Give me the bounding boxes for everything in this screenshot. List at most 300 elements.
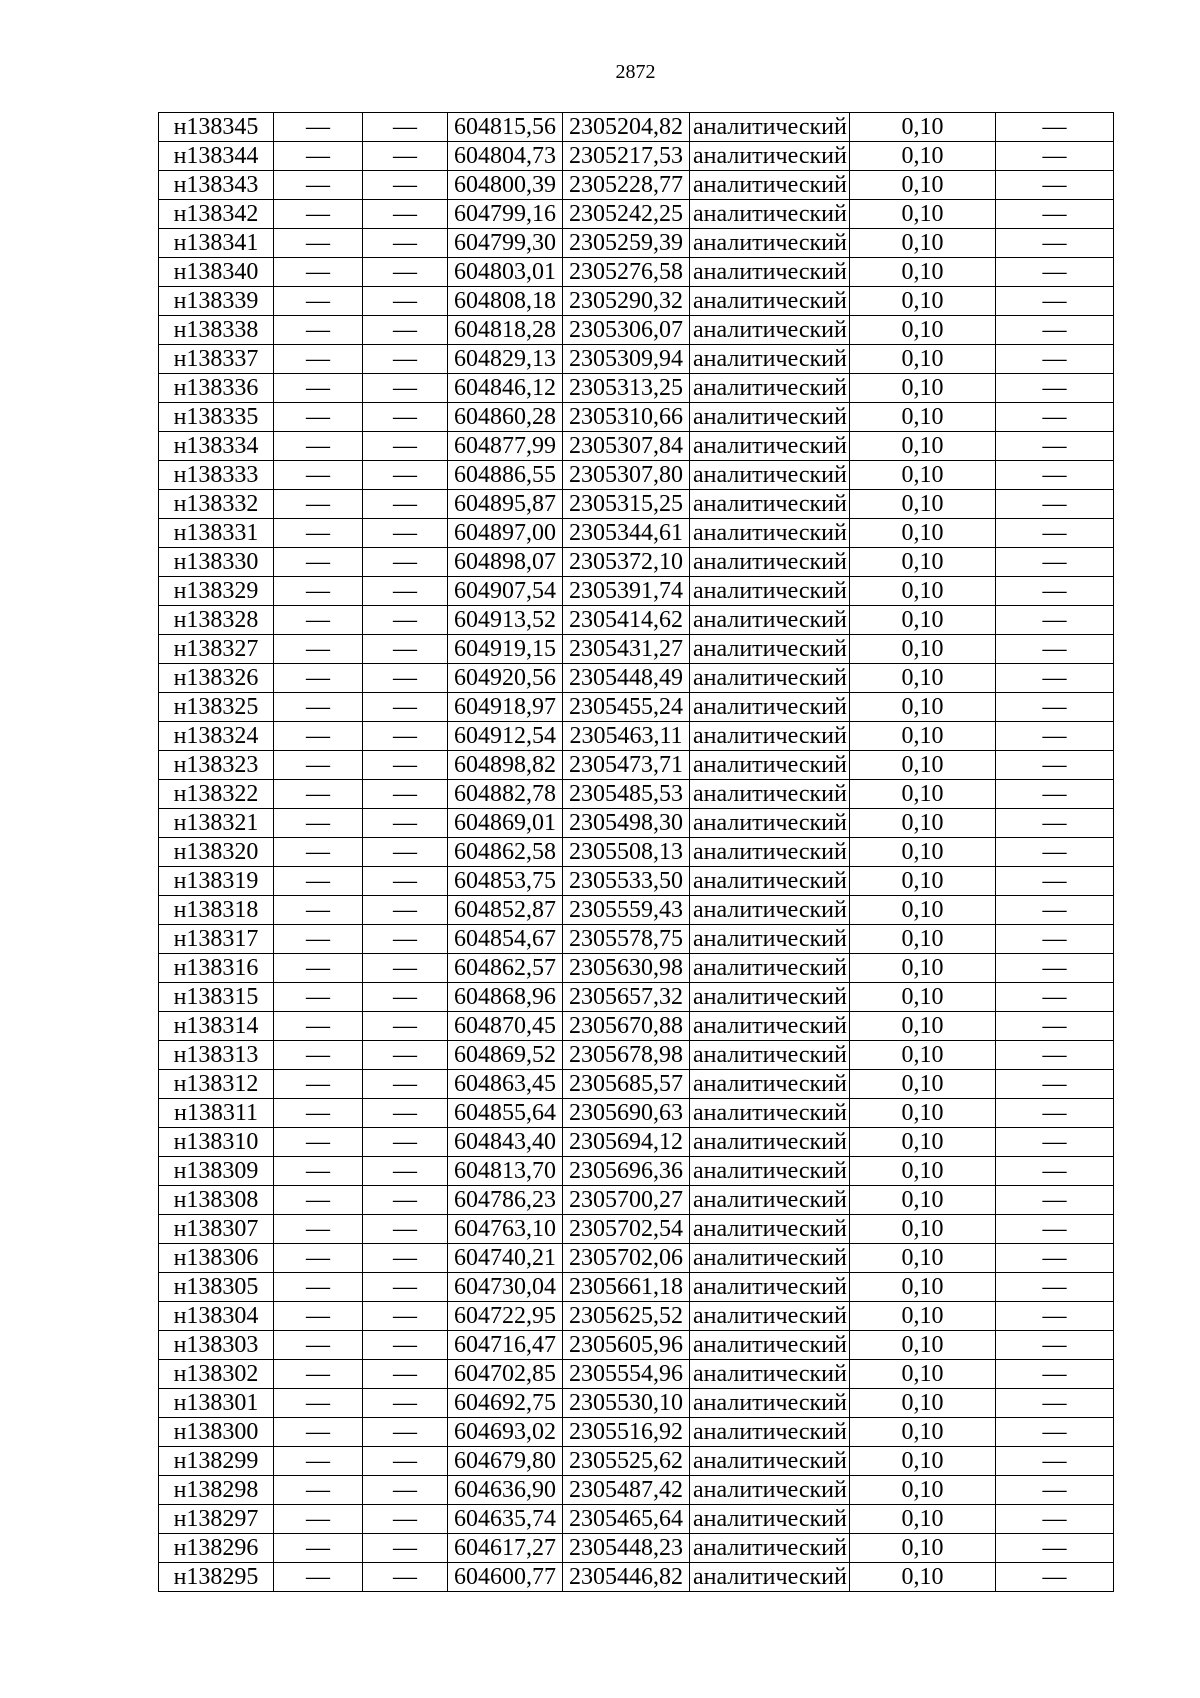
point-id-cell: н138326 [159, 664, 274, 693]
method-cell: аналитический [690, 1099, 850, 1128]
table-row [159, 1099, 1114, 1128]
x-coordinate-cell: 604763,10 [448, 1215, 563, 1244]
dash-cell: — [274, 1273, 363, 1302]
table-row [159, 1534, 1114, 1563]
dash-cell: — [996, 258, 1114, 287]
y-coordinate-cell: 2305306,07 [563, 316, 690, 345]
accuracy-cell: 0,10 [850, 722, 996, 751]
accuracy-cell: 0,10 [850, 1070, 996, 1099]
x-coordinate-cell: 604918,97 [448, 693, 563, 722]
table-row [159, 1563, 1114, 1592]
dash-cell: — [274, 171, 363, 200]
point-id-cell: н138330 [159, 548, 274, 577]
dash-cell: — [996, 490, 1114, 519]
accuracy-cell: 0,10 [850, 693, 996, 722]
dash-cell: — [274, 925, 363, 954]
y-coordinate-cell: 2305625,52 [563, 1302, 690, 1331]
dash-cell: — [274, 1360, 363, 1389]
y-coordinate-cell: 2305559,43 [563, 896, 690, 925]
table-row [159, 258, 1114, 287]
method-cell: аналитический [690, 983, 850, 1012]
point-id-cell: н138332 [159, 490, 274, 519]
point-id-cell: н138311 [159, 1099, 274, 1128]
dash-cell: — [274, 577, 363, 606]
x-coordinate-cell: 604818,28 [448, 316, 563, 345]
dash-cell: — [363, 809, 448, 838]
dash-cell: — [274, 1447, 363, 1476]
dash-cell: — [274, 490, 363, 519]
x-coordinate-cell: 604692,75 [448, 1389, 563, 1418]
dash-cell: — [996, 751, 1114, 780]
table-row [159, 171, 1114, 200]
table-row [159, 693, 1114, 722]
dash-cell: — [996, 1244, 1114, 1273]
point-id-cell: н138329 [159, 577, 274, 606]
dash-cell: — [274, 519, 363, 548]
x-coordinate-cell: 604895,87 [448, 490, 563, 519]
point-id-cell: н138313 [159, 1041, 274, 1070]
x-coordinate-cell: 604898,07 [448, 548, 563, 577]
y-coordinate-cell: 2305465,64 [563, 1505, 690, 1534]
x-coordinate-cell: 604722,95 [448, 1302, 563, 1331]
y-coordinate-cell: 2305276,58 [563, 258, 690, 287]
method-cell: аналитический [690, 664, 850, 693]
x-coordinate-cell: 604716,47 [448, 1331, 563, 1360]
dash-cell: — [363, 1128, 448, 1157]
accuracy-cell: 0,10 [850, 983, 996, 1012]
table-row [159, 838, 1114, 867]
x-coordinate-cell: 604813,70 [448, 1157, 563, 1186]
dash-cell: — [274, 606, 363, 635]
dash-cell: — [274, 1244, 363, 1273]
method-cell: аналитический [690, 490, 850, 519]
point-id-cell: н138325 [159, 693, 274, 722]
accuracy-cell: 0,10 [850, 1476, 996, 1505]
y-coordinate-cell: 2305605,96 [563, 1331, 690, 1360]
y-coordinate-cell: 2305498,30 [563, 809, 690, 838]
table-row [159, 490, 1114, 519]
x-coordinate-cell: 604897,00 [448, 519, 563, 548]
method-cell: аналитический [690, 200, 850, 229]
accuracy-cell: 0,10 [850, 229, 996, 258]
dash-cell: — [274, 1534, 363, 1563]
dash-cell: — [274, 867, 363, 896]
point-id-cell: н138302 [159, 1360, 274, 1389]
dash-cell: — [274, 461, 363, 490]
dash-cell: — [363, 1302, 448, 1331]
dash-cell: — [274, 287, 363, 316]
y-coordinate-cell: 2305670,88 [563, 1012, 690, 1041]
dash-cell: — [274, 1012, 363, 1041]
accuracy-cell: 0,10 [850, 171, 996, 200]
x-coordinate-cell: 604862,58 [448, 838, 563, 867]
table-row [159, 432, 1114, 461]
table-row [159, 1273, 1114, 1302]
table-row [159, 1476, 1114, 1505]
table-row [159, 1157, 1114, 1186]
table-row [159, 983, 1114, 1012]
x-coordinate-cell: 604804,73 [448, 142, 563, 171]
dash-cell: — [363, 1476, 448, 1505]
table-row [159, 925, 1114, 954]
y-coordinate-cell: 2305661,18 [563, 1273, 690, 1302]
accuracy-cell: 0,10 [850, 461, 996, 490]
accuracy-cell: 0,10 [850, 374, 996, 403]
method-cell: аналитический [690, 1534, 850, 1563]
dash-cell: — [363, 635, 448, 664]
table-row [159, 1389, 1114, 1418]
dash-cell: — [274, 635, 363, 664]
method-cell: аналитический [690, 635, 850, 664]
dash-cell: — [996, 896, 1114, 925]
x-coordinate-cell: 604635,74 [448, 1505, 563, 1534]
x-coordinate-cell: 604870,45 [448, 1012, 563, 1041]
x-coordinate-cell: 604868,96 [448, 983, 563, 1012]
method-cell: аналитический [690, 809, 850, 838]
method-cell: аналитический [690, 954, 850, 983]
dash-cell: — [363, 896, 448, 925]
dash-cell: — [274, 432, 363, 461]
table-row [159, 287, 1114, 316]
x-coordinate-cell: 604877,99 [448, 432, 563, 461]
dash-cell: — [274, 1302, 363, 1331]
method-cell: аналитический [690, 548, 850, 577]
y-coordinate-cell: 2305700,27 [563, 1186, 690, 1215]
dash-cell: — [274, 1215, 363, 1244]
dash-cell: — [274, 200, 363, 229]
accuracy-cell: 0,10 [850, 1099, 996, 1128]
dash-cell: — [363, 577, 448, 606]
y-coordinate-cell: 2305678,98 [563, 1041, 690, 1070]
dash-cell: — [996, 432, 1114, 461]
table-row [159, 113, 1114, 142]
method-cell: аналитический [690, 1157, 850, 1186]
y-coordinate-cell: 2305290,32 [563, 287, 690, 316]
method-cell: аналитический [690, 1476, 850, 1505]
x-coordinate-cell: 604679,80 [448, 1447, 563, 1476]
y-coordinate-cell: 2305313,25 [563, 374, 690, 403]
dash-cell: — [996, 461, 1114, 490]
x-coordinate-cell: 604730,04 [448, 1273, 563, 1302]
point-id-cell: н138327 [159, 635, 274, 664]
accuracy-cell: 0,10 [850, 1418, 996, 1447]
x-coordinate-cell: 604803,01 [448, 258, 563, 287]
method-cell: аналитический [690, 1418, 850, 1447]
y-coordinate-cell: 2305530,10 [563, 1389, 690, 1418]
accuracy-cell: 0,10 [850, 1041, 996, 1070]
dash-cell: — [996, 171, 1114, 200]
point-id-cell: н138305 [159, 1273, 274, 1302]
method-cell: аналитический [690, 1302, 850, 1331]
dash-cell: — [274, 345, 363, 374]
accuracy-cell: 0,10 [850, 200, 996, 229]
point-id-cell: н138296 [159, 1534, 274, 1563]
x-coordinate-cell: 604829,13 [448, 345, 563, 374]
dash-cell: — [363, 1012, 448, 1041]
point-id-cell: н138309 [159, 1157, 274, 1186]
x-coordinate-cell: 604920,56 [448, 664, 563, 693]
dash-cell: — [996, 1418, 1114, 1447]
table-row [159, 1128, 1114, 1157]
x-coordinate-cell: 604693,02 [448, 1418, 563, 1447]
table-row [159, 200, 1114, 229]
accuracy-cell: 0,10 [850, 1447, 996, 1476]
x-coordinate-cell: 604800,39 [448, 171, 563, 200]
accuracy-cell: 0,10 [850, 751, 996, 780]
dash-cell: — [363, 1389, 448, 1418]
dash-cell: — [274, 809, 363, 838]
method-cell: аналитический [690, 316, 850, 345]
dash-cell: — [363, 925, 448, 954]
accuracy-cell: 0,10 [850, 258, 996, 287]
method-cell: аналитический [690, 1447, 850, 1476]
method-cell: аналитический [690, 693, 850, 722]
x-coordinate-cell: 604854,67 [448, 925, 563, 954]
dash-cell: — [274, 1505, 363, 1534]
dash-cell: — [996, 1070, 1114, 1099]
y-coordinate-cell: 2305391,74 [563, 577, 690, 606]
method-cell: аналитический [690, 577, 850, 606]
x-coordinate-cell: 604617,27 [448, 1534, 563, 1563]
table-row [159, 867, 1114, 896]
dash-cell: — [363, 171, 448, 200]
method-cell: аналитический [690, 1505, 850, 1534]
point-id-cell: н138340 [159, 258, 274, 287]
accuracy-cell: 0,10 [850, 577, 996, 606]
point-id-cell: н138323 [159, 751, 274, 780]
accuracy-cell: 0,10 [850, 1157, 996, 1186]
point-id-cell: н138334 [159, 432, 274, 461]
y-coordinate-cell: 2305307,84 [563, 432, 690, 461]
table-row [159, 461, 1114, 490]
accuracy-cell: 0,10 [850, 1273, 996, 1302]
method-cell: аналитический [690, 113, 850, 142]
dash-cell: — [363, 722, 448, 751]
dash-cell: — [274, 1389, 363, 1418]
point-id-cell: н138298 [159, 1476, 274, 1505]
table-row [159, 1418, 1114, 1447]
x-coordinate-cell: 604843,40 [448, 1128, 563, 1157]
dash-cell: — [996, 113, 1114, 142]
x-coordinate-cell: 604886,55 [448, 461, 563, 490]
x-coordinate-cell: 604808,18 [448, 287, 563, 316]
dash-cell: — [996, 838, 1114, 867]
dash-cell: — [274, 693, 363, 722]
method-cell: аналитический [690, 1128, 850, 1157]
method-cell: аналитический [690, 1273, 850, 1302]
dash-cell: — [996, 287, 1114, 316]
dash-cell: — [363, 432, 448, 461]
method-cell: аналитический [690, 171, 850, 200]
accuracy-cell: 0,10 [850, 1302, 996, 1331]
method-cell: аналитический [690, 1012, 850, 1041]
accuracy-cell: 0,10 [850, 809, 996, 838]
dash-cell: — [363, 1273, 448, 1302]
dash-cell: — [363, 1534, 448, 1563]
method-cell: аналитический [690, 1070, 850, 1099]
dash-cell: — [274, 1418, 363, 1447]
point-id-cell: н138301 [159, 1389, 274, 1418]
method-cell: аналитический [690, 780, 850, 809]
method-cell: аналитический [690, 925, 850, 954]
point-id-cell: н138342 [159, 200, 274, 229]
x-coordinate-cell: 604636,90 [448, 1476, 563, 1505]
dash-cell: — [274, 548, 363, 577]
y-coordinate-cell: 2305431,27 [563, 635, 690, 664]
dash-cell: — [996, 1215, 1114, 1244]
x-coordinate-cell: 604846,12 [448, 374, 563, 403]
y-coordinate-cell: 2305448,49 [563, 664, 690, 693]
accuracy-cell: 0,10 [850, 780, 996, 809]
method-cell: аналитический [690, 461, 850, 490]
y-coordinate-cell: 2305309,94 [563, 345, 690, 374]
dash-cell: — [363, 490, 448, 519]
method-cell: аналитический [690, 142, 850, 171]
point-id-cell: н138335 [159, 403, 274, 432]
dash-cell: — [996, 1505, 1114, 1534]
method-cell: аналитический [690, 403, 850, 432]
dash-cell: — [363, 1215, 448, 1244]
dash-cell: — [363, 1418, 448, 1447]
dash-cell: — [996, 809, 1114, 838]
dash-cell: — [274, 229, 363, 258]
point-id-cell: н138295 [159, 1563, 274, 1592]
accuracy-cell: 0,10 [850, 1563, 996, 1592]
accuracy-cell: 0,10 [850, 1012, 996, 1041]
dash-cell: — [996, 1447, 1114, 1476]
table-row [159, 548, 1114, 577]
table-row [159, 142, 1114, 171]
dash-cell: — [996, 1273, 1114, 1302]
point-id-cell: н138339 [159, 287, 274, 316]
dash-cell: — [363, 1244, 448, 1273]
dash-cell: — [274, 142, 363, 171]
method-cell: аналитический [690, 1331, 850, 1360]
y-coordinate-cell: 2305228,77 [563, 171, 690, 200]
dash-cell: — [996, 1128, 1114, 1157]
y-coordinate-cell: 2305315,25 [563, 490, 690, 519]
y-coordinate-cell: 2305414,62 [563, 606, 690, 635]
method-cell: аналитический [690, 374, 850, 403]
y-coordinate-cell: 2305630,98 [563, 954, 690, 983]
table-row [159, 722, 1114, 751]
dash-cell: — [274, 838, 363, 867]
dash-cell: — [274, 113, 363, 142]
dash-cell: — [996, 1476, 1114, 1505]
y-coordinate-cell: 2305204,82 [563, 113, 690, 142]
y-coordinate-cell: 2305554,96 [563, 1360, 690, 1389]
table-row [159, 635, 1114, 664]
method-cell: аналитический [690, 1360, 850, 1389]
dash-cell: — [274, 1070, 363, 1099]
dash-cell: — [363, 606, 448, 635]
table-row [159, 1186, 1114, 1215]
point-id-cell: н138322 [159, 780, 274, 809]
dash-cell: — [274, 1331, 363, 1360]
x-coordinate-cell: 604882,78 [448, 780, 563, 809]
accuracy-cell: 0,10 [850, 867, 996, 896]
accuracy-cell: 0,10 [850, 606, 996, 635]
table-row [159, 374, 1114, 403]
table-row [159, 1331, 1114, 1360]
accuracy-cell: 0,10 [850, 1186, 996, 1215]
point-id-cell: н138333 [159, 461, 274, 490]
x-coordinate-cell: 604786,23 [448, 1186, 563, 1215]
point-id-cell: н138303 [159, 1331, 274, 1360]
table-row [159, 664, 1114, 693]
method-cell: аналитический [690, 1244, 850, 1273]
accuracy-cell: 0,10 [850, 1244, 996, 1273]
y-coordinate-cell: 2305657,32 [563, 983, 690, 1012]
dash-cell: — [363, 1505, 448, 1534]
page-number: 2872 [615, 61, 656, 83]
point-id-cell: н138306 [159, 1244, 274, 1273]
accuracy-cell: 0,10 [850, 925, 996, 954]
dash-cell: — [996, 577, 1114, 606]
dash-cell: — [363, 316, 448, 345]
accuracy-cell: 0,10 [850, 345, 996, 374]
point-id-cell: н138300 [159, 1418, 274, 1447]
table-row [159, 1215, 1114, 1244]
table-row [159, 1302, 1114, 1331]
y-coordinate-cell: 2305690,63 [563, 1099, 690, 1128]
accuracy-cell: 0,10 [850, 896, 996, 925]
accuracy-cell: 0,10 [850, 1215, 996, 1244]
dash-cell: — [363, 1360, 448, 1389]
point-id-cell: н138341 [159, 229, 274, 258]
dash-cell: — [274, 1186, 363, 1215]
y-coordinate-cell: 2305473,71 [563, 751, 690, 780]
accuracy-cell: 0,10 [850, 142, 996, 171]
y-coordinate-cell: 2305696,36 [563, 1157, 690, 1186]
dash-cell: — [996, 1012, 1114, 1041]
table-row [159, 1505, 1114, 1534]
accuracy-cell: 0,10 [850, 1331, 996, 1360]
point-id-cell: н138328 [159, 606, 274, 635]
dash-cell: — [274, 751, 363, 780]
dash-cell: — [363, 780, 448, 809]
dash-cell: — [274, 664, 363, 693]
table-row [159, 316, 1114, 345]
point-id-cell: н138324 [159, 722, 274, 751]
dash-cell: — [274, 403, 363, 432]
method-cell: аналитический [690, 229, 850, 258]
coordinates-table [158, 112, 1114, 1592]
x-coordinate-cell: 604907,54 [448, 577, 563, 606]
y-coordinate-cell: 2305685,57 [563, 1070, 690, 1099]
accuracy-cell: 0,10 [850, 490, 996, 519]
x-coordinate-cell: 604860,28 [448, 403, 563, 432]
point-id-cell: н138344 [159, 142, 274, 171]
dash-cell: — [996, 635, 1114, 664]
dash-cell: — [996, 925, 1114, 954]
dash-cell: — [363, 954, 448, 983]
method-cell: аналитический [690, 722, 850, 751]
dash-cell: — [363, 113, 448, 142]
dash-cell: — [996, 664, 1114, 693]
dash-cell: — [996, 519, 1114, 548]
y-coordinate-cell: 2305344,61 [563, 519, 690, 548]
coordinates-table-body [159, 113, 1114, 1592]
method-cell: аналитический [690, 838, 850, 867]
table-row [159, 896, 1114, 925]
table-row [159, 229, 1114, 258]
dash-cell: — [363, 838, 448, 867]
accuracy-cell: 0,10 [850, 1534, 996, 1563]
method-cell: аналитический [690, 1215, 850, 1244]
point-id-cell: н138337 [159, 345, 274, 374]
dash-cell: — [274, 1563, 363, 1592]
